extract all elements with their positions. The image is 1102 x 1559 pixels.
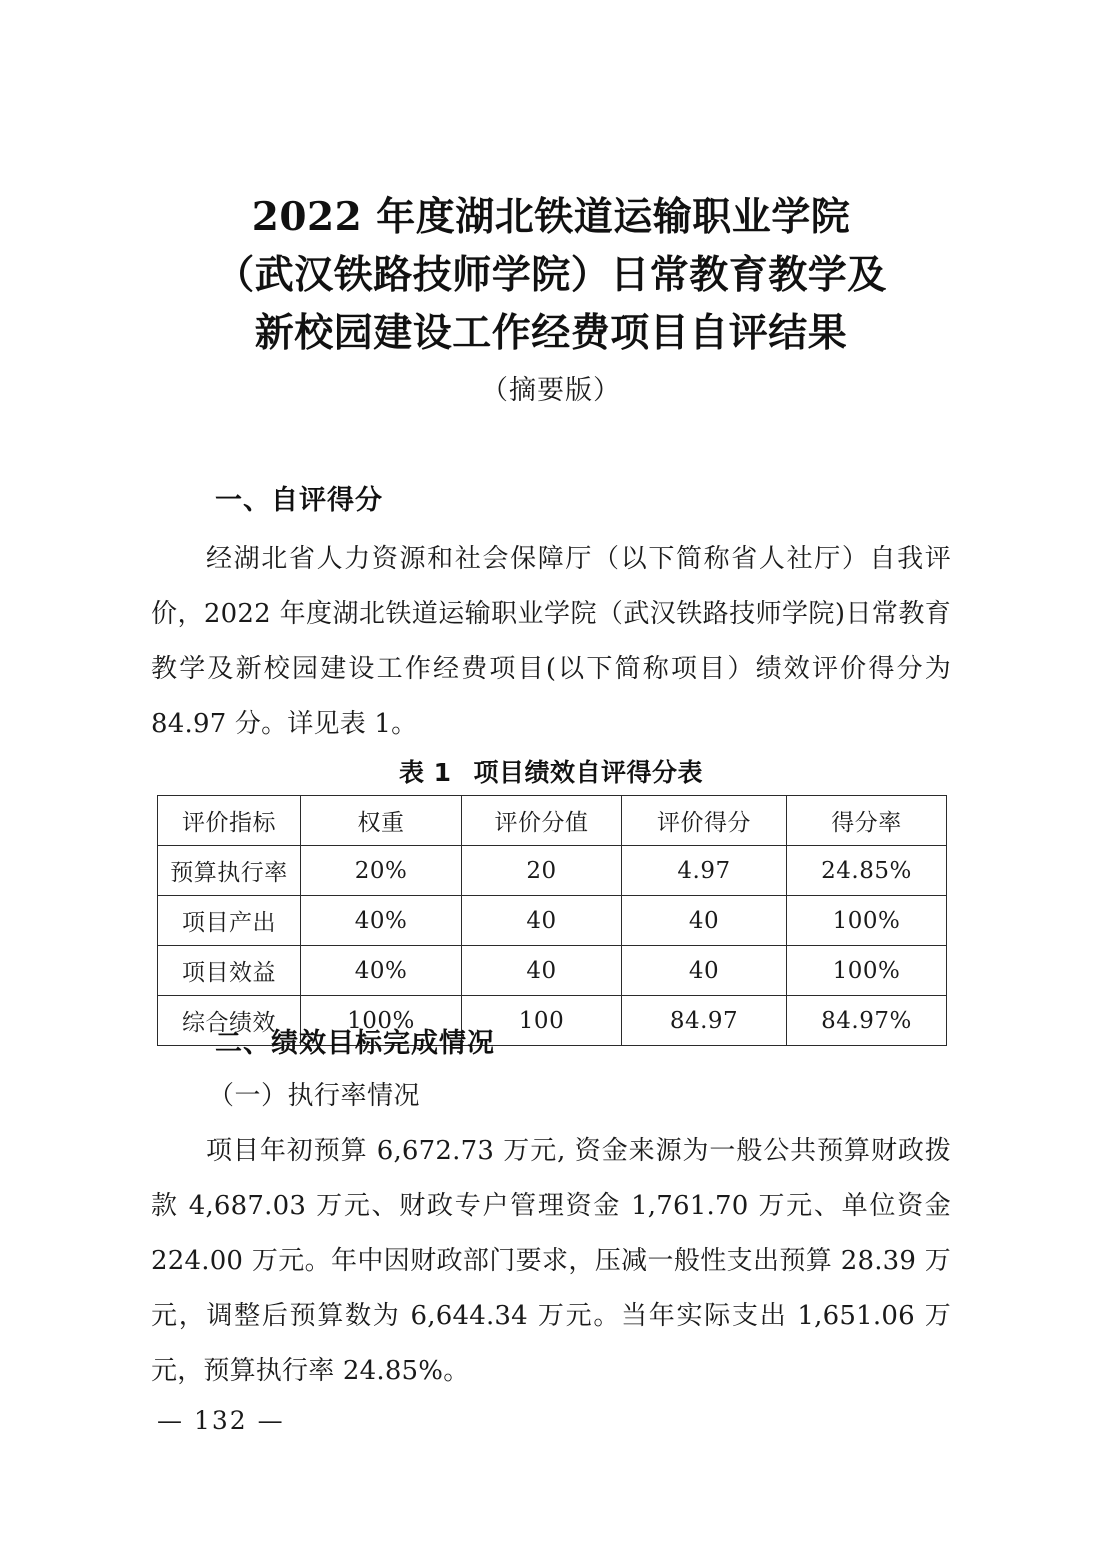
table-row	[158, 846, 947, 896]
page-title	[151, 188, 951, 362]
cell-max-score: 20	[462, 846, 622, 896]
cell-score-rate: 84.97%	[787, 996, 947, 1046]
subsection-heading-execution-rate: （一）执行率情况	[208, 1081, 421, 1111]
performance-score-table	[157, 795, 947, 1046]
table-header-row	[158, 796, 947, 846]
cell-indicator: 项目效益	[158, 946, 301, 996]
section-heading-self-assessment-score: 一、自评得分	[215, 485, 383, 516]
column-header-weight: 权重	[301, 796, 462, 846]
column-header-score: 评价得分	[622, 796, 787, 846]
table-caption-title: 项目绩效自评得分表	[473, 758, 704, 787]
cell-score-rate: 100%	[787, 946, 947, 996]
table-row	[158, 946, 947, 996]
cell-indicator: 预算执行率	[158, 846, 301, 896]
document-subtitle: （摘要版）	[481, 375, 621, 406]
cell-weight: 40%	[301, 896, 462, 946]
cell-score: 84.97	[622, 996, 787, 1046]
section-heading-performance-goal-completion: 二、绩效目标完成情况	[215, 1028, 495, 1059]
cell-score: 4.97	[622, 846, 787, 896]
cell-score-rate: 100%	[787, 896, 947, 946]
table-row	[158, 896, 947, 946]
paragraph-execution-rate: 项目年初预算 6,672.73 万元, 资金来源为一般公共预算财政拨款 4,687.03 万元、财政专户管理资金 1,761.70 万元、单位资金 224.00 万元。年中因财政部门要求，压减一般性支出预算 28.39 万元，调整后预算数为 6,644.34 万元。当年实际支出 1,651.06 万元，预算执行率 24.85%。	[151, 1136, 951, 1386]
paragraph-self-assessment-score: 经湖北省人力资源和社会保障厅（以下简称省人社厅）自我评价，2022 年度湖北铁道运输职业学院（武汉铁路技师学院)日常教育教学及新校园建设工作经费项目(以下简称项目）绩效评价得分为 84.97 分。详见表 1。	[151, 544, 951, 739]
cell-weight: 40%	[301, 946, 462, 996]
column-header-indicator: 评价指标	[158, 796, 301, 846]
title-line-3: 新校园建设工作经费项目自评结果	[254, 310, 848, 356]
title-line-2: （武汉铁路技师学院）日常教育教学及	[215, 252, 887, 298]
table-caption	[151, 757, 951, 789]
cell-max-score: 40	[462, 896, 622, 946]
cell-score-rate: 24.85%	[787, 846, 947, 896]
cell-max-score: 100	[462, 996, 622, 1046]
cell-score: 40	[622, 896, 787, 946]
cell-indicator: 项目产出	[158, 896, 301, 946]
cell-score: 40	[622, 946, 787, 996]
column-header-score-rate: 得分率	[787, 796, 947, 846]
page-number: — 132 —	[157, 1406, 285, 1435]
cell-weight: 100%	[301, 996, 462, 1046]
cell-max-score: 40	[462, 946, 622, 996]
cell-indicator: 综合绩效	[158, 996, 301, 1046]
title-line-1: 2022 年度湖北铁道运输职业学院	[251, 194, 851, 240]
column-header-max-score: 评价分值	[462, 796, 622, 846]
table-caption-label: 表 1	[398, 758, 452, 787]
cell-weight: 20%	[301, 846, 462, 896]
